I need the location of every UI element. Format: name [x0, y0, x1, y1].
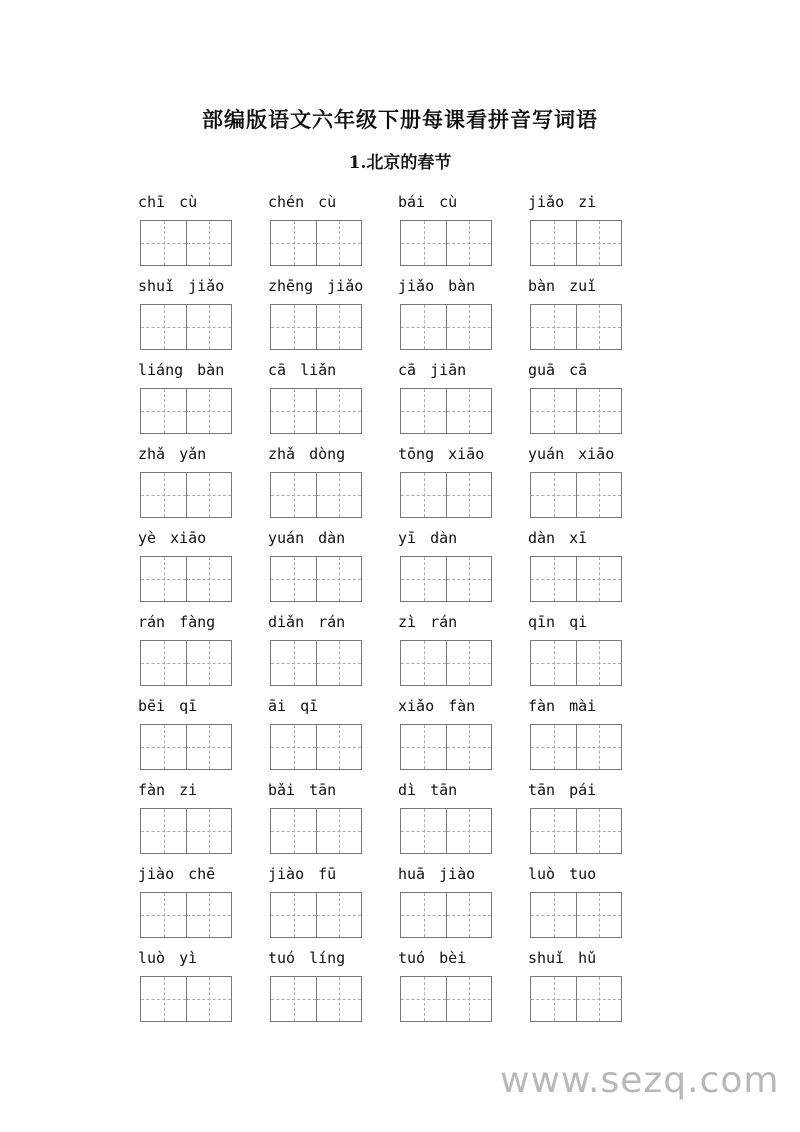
pinyin-label: [268, 864, 378, 884]
word-item: [130, 946, 260, 1030]
pinyin-label: [398, 444, 508, 464]
writing-boxes[interactable]: [270, 808, 362, 854]
word-item: [130, 358, 260, 442]
pinyin-syllable: bàn: [528, 277, 556, 295]
pinyin-syllable: zi: [578, 193, 597, 211]
tianzige-box[interactable]: [186, 389, 231, 433]
pinyin-label: [528, 528, 638, 548]
tianzige-box[interactable]: [401, 809, 446, 853]
word-item: [260, 946, 390, 1030]
pinyin-syllable: cā: [569, 361, 588, 379]
writing-boxes[interactable]: [140, 892, 232, 938]
word-item: [130, 526, 260, 610]
tianzige-box[interactable]: [401, 473, 446, 517]
tianzige-box[interactable]: [446, 725, 491, 769]
tianzige-box[interactable]: [446, 221, 491, 265]
tianzige-box[interactable]: [141, 473, 186, 517]
writing-boxes[interactable]: [530, 892, 622, 938]
tianzige-box[interactable]: [141, 725, 186, 769]
writing-boxes[interactable]: [530, 304, 622, 350]
pinyin-syllable: qi: [569, 613, 588, 631]
word-item: [520, 610, 650, 694]
pinyin-syllable: bǎi: [268, 781, 296, 799]
pinyin-label: [528, 360, 638, 380]
pinyin-syllable: hǔ: [578, 949, 597, 967]
tianzige-box[interactable]: [316, 641, 361, 685]
tianzige-box[interactable]: [576, 221, 621, 265]
tianzige-box[interactable]: [531, 725, 576, 769]
pinyin-syllable: yè: [138, 529, 157, 547]
writing-boxes[interactable]: [400, 388, 492, 434]
writing-boxes[interactable]: [140, 388, 232, 434]
pinyin-syllable: rán: [318, 613, 346, 631]
writing-boxes[interactable]: [530, 808, 622, 854]
tianzige-box[interactable]: [141, 893, 186, 937]
pinyin-syllable: luò: [138, 949, 166, 967]
pinyin-label: [398, 192, 508, 212]
pinyin-syllable: bēi: [138, 697, 166, 715]
word-item: [390, 274, 520, 358]
pinyin-syllable: jiào: [439, 865, 476, 883]
pinyin-syllable: jiào: [138, 865, 175, 883]
tianzige-box[interactable]: [271, 389, 316, 433]
word-item: [130, 862, 260, 946]
tianzige-box[interactable]: [531, 305, 576, 349]
pinyin-label: [398, 276, 508, 296]
tianzige-box[interactable]: [446, 977, 491, 1021]
tianzige-box[interactable]: [271, 893, 316, 937]
writing-boxes[interactable]: [400, 220, 492, 266]
pinyin-syllable: mài: [569, 697, 597, 715]
pinyin-syllable: bèi: [439, 949, 467, 967]
writing-boxes[interactable]: [530, 556, 622, 602]
pinyin-syllable: líng: [309, 949, 346, 967]
pinyin-syllable: bàn: [197, 361, 225, 379]
pinyin-syllable: fū: [318, 865, 337, 883]
pinyin-syllable: jiǎo: [398, 277, 435, 295]
tianzige-box[interactable]: [271, 557, 316, 601]
pinyin-label: [138, 780, 248, 800]
tianzige-box[interactable]: [531, 809, 576, 853]
tianzige-box[interactable]: [446, 473, 491, 517]
pinyin-label: [268, 948, 378, 968]
tianzige-box[interactable]: [576, 809, 621, 853]
word-item: [130, 274, 260, 358]
tianzige-box[interactable]: [271, 977, 316, 1021]
pinyin-syllable: zhǎ: [268, 445, 296, 463]
tianzige-box[interactable]: [531, 977, 576, 1021]
tianzige-box[interactable]: [576, 725, 621, 769]
pinyin-syllable: qī: [300, 697, 319, 715]
tianzige-box[interactable]: [531, 893, 576, 937]
writing-boxes[interactable]: [270, 556, 362, 602]
word-item: [390, 778, 520, 862]
pinyin-syllable: yǎn: [179, 445, 207, 463]
pinyin-syllable: zhǎ: [138, 445, 166, 463]
tianzige-box[interactable]: [141, 389, 186, 433]
writing-boxes[interactable]: [400, 472, 492, 518]
tianzige-box[interactable]: [531, 389, 576, 433]
word-item: [390, 526, 520, 610]
pinyin-label: [528, 192, 638, 212]
tianzige-box[interactable]: [186, 221, 231, 265]
writing-boxes[interactable]: [400, 892, 492, 938]
writing-boxes[interactable]: [400, 556, 492, 602]
word-item: [260, 442, 390, 526]
watermark: www.sezq.com: [500, 1060, 780, 1101]
pinyin-label: [528, 864, 638, 884]
tianzige-box[interactable]: [576, 389, 621, 433]
word-item: [260, 862, 390, 946]
word-item: [390, 442, 520, 526]
pinyin-syllable: cù: [439, 193, 458, 211]
tianzige-box[interactable]: [446, 389, 491, 433]
writing-boxes[interactable]: [400, 808, 492, 854]
pinyin-label: [138, 864, 248, 884]
pinyin-label: [528, 780, 638, 800]
pinyin-syllable: zhēng: [268, 277, 314, 295]
writing-boxes[interactable]: [400, 640, 492, 686]
tianzige-box[interactable]: [576, 977, 621, 1021]
pinyin-syllable: jiǎo: [188, 277, 225, 295]
word-item: [260, 694, 390, 778]
tianzige-box[interactable]: [401, 557, 446, 601]
pinyin-syllable: shuǐ: [138, 277, 175, 295]
word-item: [260, 190, 390, 274]
pinyin-label: [398, 360, 508, 380]
pinyin-syllable: jiān: [430, 361, 467, 379]
pinyin-syllable: yuán: [268, 529, 305, 547]
word-item: [260, 526, 390, 610]
tianzige-box[interactable]: [401, 893, 446, 937]
tianzige-box[interactable]: [186, 977, 231, 1021]
tianzige-box[interactable]: [316, 725, 361, 769]
pinyin-syllable: guā: [528, 361, 556, 379]
pinyin-syllable: xiǎo: [398, 697, 435, 715]
pinyin-syllable: pái: [569, 781, 597, 799]
pinyin-syllable: jiào: [268, 865, 305, 883]
pinyin-syllable: jiǎo: [327, 277, 364, 295]
pinyin-label: [398, 528, 508, 548]
word-item: [130, 610, 260, 694]
tianzige-box[interactable]: [316, 809, 361, 853]
pinyin-syllable: luò: [528, 865, 556, 883]
pinyin-label: [138, 948, 248, 968]
pinyin-syllable: yuán: [528, 445, 565, 463]
pinyin-label: [138, 696, 248, 716]
tianzige-box[interactable]: [316, 389, 361, 433]
tianzige-box[interactable]: [401, 977, 446, 1021]
pinyin-label: [528, 612, 638, 632]
lesson-title: 1.北京的春节: [348, 153, 452, 173]
writing-boxes[interactable]: [530, 388, 622, 434]
word-item: [260, 778, 390, 862]
writing-boxes[interactable]: [140, 808, 232, 854]
pinyin-syllable: rán: [138, 613, 166, 631]
word-item: [520, 358, 650, 442]
tianzige-box[interactable]: [186, 809, 231, 853]
pinyin-syllable: fàng: [179, 613, 216, 631]
pinyin-syllable: cā: [398, 361, 417, 379]
pinyin-label: [398, 780, 508, 800]
tianzige-box[interactable]: [576, 893, 621, 937]
pinyin-label: [268, 612, 378, 632]
writing-boxes[interactable]: [270, 640, 362, 686]
pinyin-syllable: shuǐ: [528, 949, 565, 967]
tianzige-box[interactable]: [446, 557, 491, 601]
tianzige-box[interactable]: [316, 893, 361, 937]
pinyin-label: [268, 780, 378, 800]
tianzige-box[interactable]: [531, 557, 576, 601]
pinyin-syllable: tān: [430, 781, 458, 799]
pinyin-syllable: dàn: [430, 529, 458, 547]
writing-boxes[interactable]: [140, 976, 232, 1022]
tianzige-box[interactable]: [316, 557, 361, 601]
pinyin-label: [528, 276, 638, 296]
writing-boxes[interactable]: [400, 304, 492, 350]
writing-boxes[interactable]: [400, 976, 492, 1022]
pinyin-syllable: huā: [398, 865, 426, 883]
word-item: [390, 694, 520, 778]
tianzige-box[interactable]: [141, 809, 186, 853]
tianzige-box[interactable]: [446, 809, 491, 853]
writing-boxes[interactable]: [140, 304, 232, 350]
writing-boxes[interactable]: [270, 388, 362, 434]
tianzige-box[interactable]: [401, 389, 446, 433]
pinyin-syllable: zì: [398, 613, 417, 631]
pinyin-syllable: yì: [179, 949, 198, 967]
pinyin-label: [138, 192, 248, 212]
tianzige-box[interactable]: [141, 557, 186, 601]
tianzige-box[interactable]: [446, 641, 491, 685]
pinyin-syllable: bàn: [448, 277, 476, 295]
word-item: [260, 610, 390, 694]
pinyin-syllable: dì: [398, 781, 417, 799]
pinyin-label: [268, 528, 378, 548]
pinyin-label: [138, 360, 248, 380]
writing-boxes[interactable]: [140, 640, 232, 686]
tianzige-box[interactable]: [271, 725, 316, 769]
pinyin-syllable: liáng: [138, 361, 184, 379]
writing-boxes[interactable]: [140, 472, 232, 518]
word-item: [260, 358, 390, 442]
tianzige-box[interactable]: [271, 641, 316, 685]
pinyin-syllable: tuó: [268, 949, 296, 967]
pinyin-syllable: dòng: [309, 445, 346, 463]
pinyin-syllable: jiǎo: [528, 193, 565, 211]
tianzige-box[interactable]: [141, 977, 186, 1021]
writing-boxes[interactable]: [140, 724, 232, 770]
pinyin-label: [268, 360, 378, 380]
pinyin-syllable: fàn: [528, 697, 556, 715]
pinyin-syllable: cù: [318, 193, 337, 211]
tianzige-box[interactable]: [316, 473, 361, 517]
pinyin-label: [268, 192, 378, 212]
tianzige-box[interactable]: [576, 305, 621, 349]
writing-boxes[interactable]: [140, 220, 232, 266]
writing-boxes[interactable]: [140, 556, 232, 602]
tianzige-box[interactable]: [186, 557, 231, 601]
writing-boxes[interactable]: [530, 472, 622, 518]
word-item: [520, 946, 650, 1030]
tianzige-box[interactable]: [446, 305, 491, 349]
tianzige-box[interactable]: [141, 641, 186, 685]
tianzige-box[interactable]: [576, 641, 621, 685]
tianzige-box[interactable]: [531, 221, 576, 265]
pinyin-syllable: zi: [179, 781, 198, 799]
pinyin-label: [398, 612, 508, 632]
tianzige-box[interactable]: [316, 977, 361, 1021]
pinyin-syllable: zuǐ: [569, 277, 597, 295]
pinyin-syllable: chē: [188, 865, 216, 883]
writing-boxes[interactable]: [400, 724, 492, 770]
pinyin-syllable: xiāo: [578, 445, 615, 463]
writing-boxes[interactable]: [270, 220, 362, 266]
pinyin-syllable: bái: [398, 193, 426, 211]
word-item: [130, 190, 260, 274]
writing-boxes[interactable]: [270, 304, 362, 350]
tianzige-box[interactable]: [401, 305, 446, 349]
writing-boxes[interactable]: [270, 892, 362, 938]
pinyin-label: [528, 444, 638, 464]
word-item: [520, 190, 650, 274]
pinyin-syllable: āi: [268, 697, 287, 715]
pinyin-syllable: qī: [179, 697, 198, 715]
tianzige-box[interactable]: [141, 221, 186, 265]
word-grid: [130, 190, 650, 1030]
word-item: [520, 526, 650, 610]
writing-boxes[interactable]: [530, 976, 622, 1022]
pinyin-syllable: dàn: [528, 529, 556, 547]
pinyin-syllable: chén: [268, 193, 305, 211]
pinyin-syllable: fàn: [448, 697, 476, 715]
pinyin-label: [268, 276, 378, 296]
word-item: [520, 442, 650, 526]
word-item: [520, 778, 650, 862]
pinyin-syllable: tōng: [398, 445, 435, 463]
pinyin-syllable: tuo: [569, 865, 597, 883]
word-item: [520, 694, 650, 778]
pinyin-label: [138, 444, 248, 464]
word-item: [390, 190, 520, 274]
tianzige-box[interactable]: [576, 557, 621, 601]
writing-boxes[interactable]: [530, 724, 622, 770]
pinyin-syllable: rán: [430, 613, 458, 631]
writing-boxes[interactable]: [270, 724, 362, 770]
word-item: [520, 274, 650, 358]
tianzige-box[interactable]: [316, 221, 361, 265]
pinyin-syllable: dàn: [318, 529, 346, 547]
tianzige-box[interactable]: [271, 473, 316, 517]
pinyin-syllable: tuó: [398, 949, 426, 967]
tianzige-box[interactable]: [531, 641, 576, 685]
pinyin-syllable: qīn: [528, 613, 556, 631]
word-item: [390, 610, 520, 694]
word-item: [390, 946, 520, 1030]
word-item: [130, 778, 260, 862]
tianzige-box[interactable]: [271, 809, 316, 853]
tianzige-box[interactable]: [401, 725, 446, 769]
pinyin-label: [398, 948, 508, 968]
tianzige-box[interactable]: [401, 221, 446, 265]
tianzige-box[interactable]: [186, 473, 231, 517]
word-item: [130, 442, 260, 526]
tianzige-box[interactable]: [446, 893, 491, 937]
pinyin-label: [268, 444, 378, 464]
pinyin-syllable: cù: [179, 193, 198, 211]
pinyin-label: [138, 276, 248, 296]
tianzige-box[interactable]: [271, 221, 316, 265]
pinyin-syllable: diǎn: [268, 613, 305, 631]
writing-boxes[interactable]: [270, 472, 362, 518]
writing-boxes[interactable]: [530, 220, 622, 266]
word-item: [260, 274, 390, 358]
tianzige-box[interactable]: [186, 641, 231, 685]
tianzige-box[interactable]: [141, 305, 186, 349]
pinyin-syllable: xiāo: [170, 529, 207, 547]
pinyin-label: [138, 612, 248, 632]
pinyin-label: [138, 528, 248, 548]
word-item: [390, 358, 520, 442]
tianzige-box[interactable]: [186, 305, 231, 349]
writing-boxes[interactable]: [270, 976, 362, 1022]
pinyin-syllable: chī: [138, 193, 166, 211]
pinyin-syllable: tān: [528, 781, 556, 799]
word-item: [390, 862, 520, 946]
page-title: 部编版语文六年级下册每课看拼音写词语: [202, 107, 598, 132]
pinyin-syllable: xī: [569, 529, 588, 547]
word-item: [520, 862, 650, 946]
pinyin-syllable: fàn: [138, 781, 166, 799]
word-item: [130, 694, 260, 778]
pinyin-syllable: xiāo: [448, 445, 485, 463]
pinyin-syllable: liǎn: [300, 361, 337, 379]
pinyin-syllable: cā: [268, 361, 287, 379]
pinyin-syllable: tān: [309, 781, 337, 799]
tianzige-box[interactable]: [401, 641, 446, 685]
tianzige-box[interactable]: [316, 305, 361, 349]
tianzige-box[interactable]: [271, 305, 316, 349]
tianzige-box[interactable]: [186, 725, 231, 769]
pinyin-label: [398, 696, 508, 716]
writing-boxes[interactable]: [530, 640, 622, 686]
pinyin-syllable: yī: [398, 529, 417, 547]
tianzige-box[interactable]: [576, 473, 621, 517]
tianzige-box[interactable]: [531, 473, 576, 517]
pinyin-label: [528, 948, 638, 968]
tianzige-box[interactable]: [186, 893, 231, 937]
pinyin-label: [268, 696, 378, 716]
pinyin-label: [528, 696, 638, 716]
pinyin-label: [398, 864, 508, 884]
